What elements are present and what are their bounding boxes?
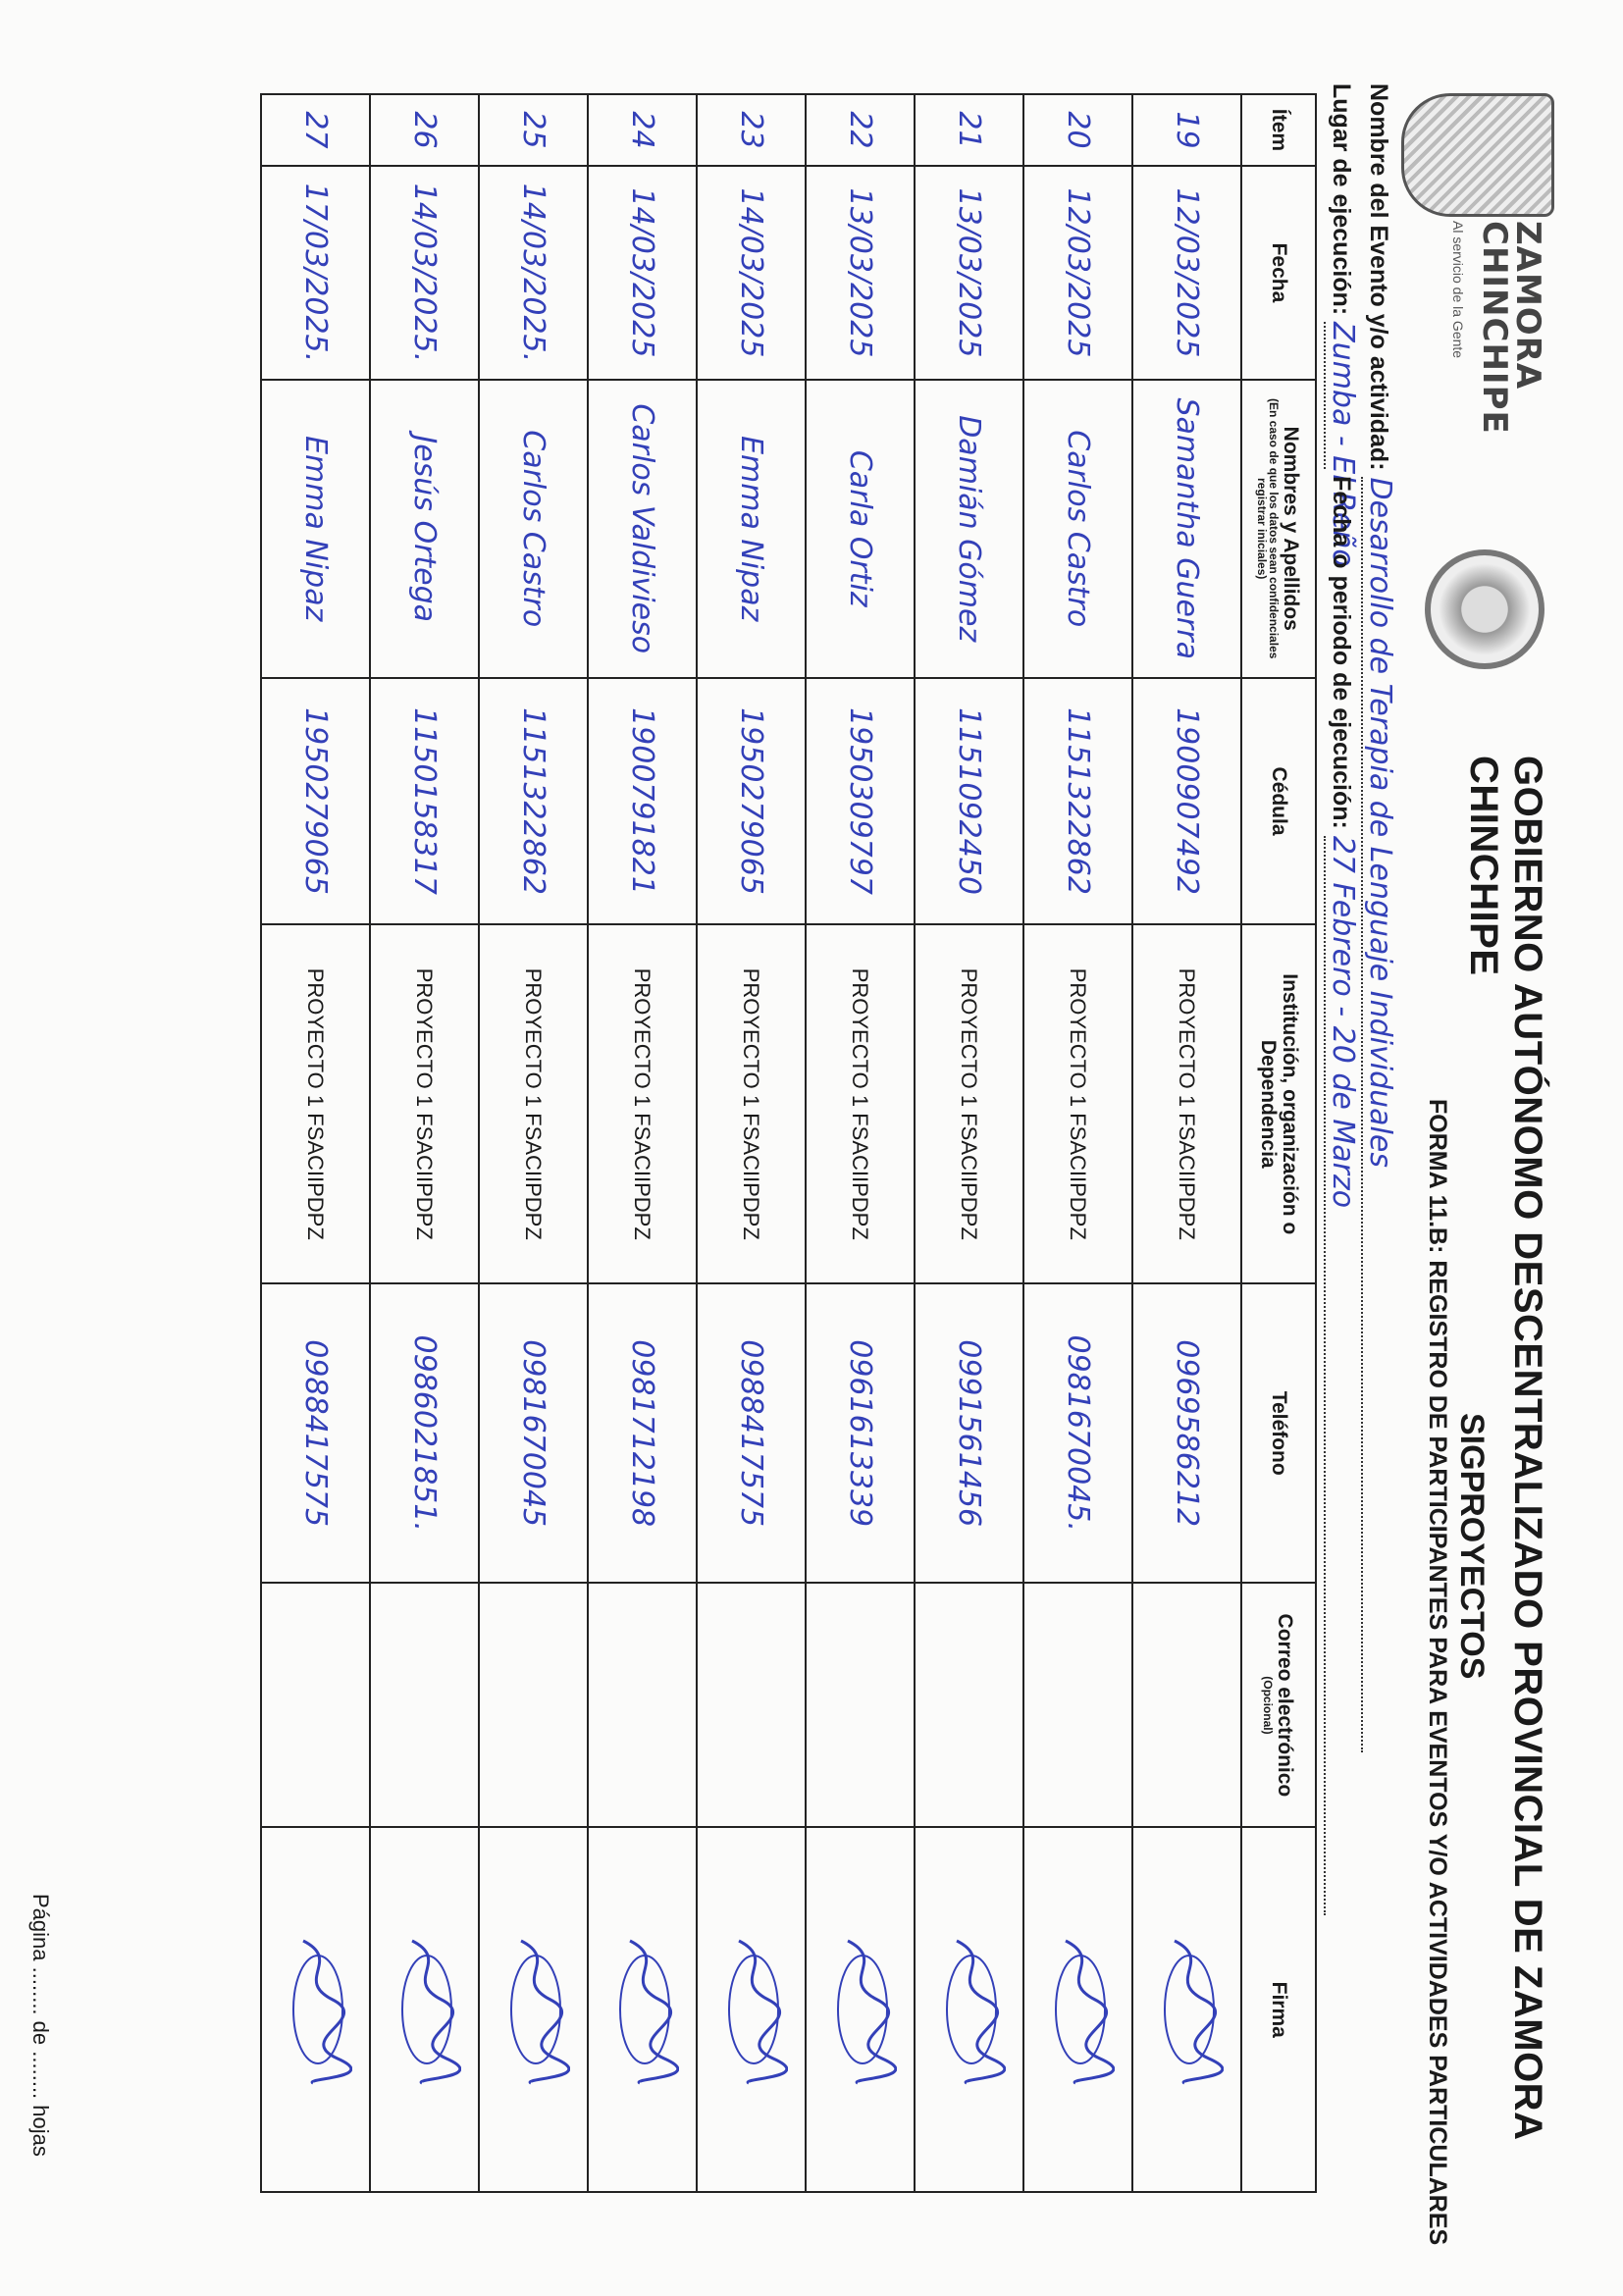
row-correo (1023, 1583, 1132, 1827)
event-line (1361, 83, 1397, 1752)
col-firma: Firma (1241, 1827, 1316, 2192)
footer-hojas: hojas (28, 2105, 53, 2157)
row-nombre: Samantha Guerra (1132, 380, 1241, 678)
row-nombre: Carlos Castro (1023, 380, 1132, 678)
row-telefono: 0969586212 (1132, 1283, 1241, 1583)
row-fecha: 13/03/2025 (915, 166, 1023, 380)
row-nombre: Jesús Ortega (370, 380, 479, 678)
col-telefono: Teléfono (1241, 1283, 1316, 1583)
row-fecha: 12/03/2025 (1132, 166, 1241, 380)
form-name: FORMA 11.B: REGISTRO DE PARTICIPANTES PARA EVENTOS Y/O ACTIVIDADES PARTICULARES (1424, 1099, 1451, 2246)
row-telefono: 0988417575 (697, 1283, 806, 1583)
row-institucion: PROYECTO 1 FSACIIPDPZ (1132, 924, 1241, 1283)
row-firma (1132, 1827, 1241, 2192)
row-nombre: Emma Nipaz (261, 380, 370, 678)
row-item: 27 (261, 94, 370, 166)
row-telefono: 0961613339 (806, 1283, 915, 1583)
participants-table (260, 93, 1317, 2193)
row-nombre: Emma Nipaz (697, 380, 806, 678)
signature-icon (393, 1931, 462, 2088)
coat-of-arms-icon (1401, 93, 1554, 217)
signature-icon (720, 1931, 789, 2088)
row-item: 23 (697, 94, 806, 166)
row-firma (261, 1827, 370, 2192)
row-cedula: 1950279065 (697, 678, 806, 925)
row-fecha: 13/03/2025 (806, 166, 915, 380)
row-item: 26 (370, 94, 479, 166)
row-firma (915, 1827, 1023, 2192)
row-firma (479, 1827, 588, 2192)
row-institucion: PROYECTO 1 FSACIIPDPZ (915, 924, 1023, 1283)
row-correo (261, 1583, 370, 1827)
table-row (697, 94, 806, 2192)
row-institucion: PROYECTO 1 FSACIIPDPZ (370, 924, 479, 1283)
row-institucion: PROYECTO 1 FSACIIPDPZ (1023, 924, 1132, 1283)
row-correo (479, 1583, 588, 1827)
row-correo (915, 1583, 1023, 1827)
col-cedula: Cédula (1241, 678, 1316, 925)
row-cedula: 1950309797 (806, 678, 915, 925)
row-telefono: 0991561456 (915, 1283, 1023, 1583)
row-firma (1023, 1827, 1132, 2192)
row-cedula: 1151092450 (915, 678, 1023, 925)
row-correo (588, 1583, 697, 1827)
footer-de: de (28, 2020, 53, 2046)
row-item: 20 (1023, 94, 1132, 166)
logo-text: ZAMORA CHINCHIPE (1475, 221, 1547, 435)
row-cedula: 1150158317 (370, 678, 479, 925)
date-label: Fecha o periodo de ejecución: (1328, 476, 1355, 829)
row-telefono: 0981712198 (588, 1283, 697, 1583)
row-fecha: 14/03/2025. (370, 166, 479, 380)
row-fecha: 14/03/2025 (697, 166, 806, 380)
document-title: GOBIERNO AUTÓNOMO DESCENTRALIZADO PROVINCIAL DE ZAMORA CHINCHIPE (1462, 756, 1549, 2139)
signature-icon (829, 1931, 898, 2088)
row-firma (370, 1827, 479, 2192)
event-value: Desarrollo de Terapia de Lenguaje Individuales (1361, 477, 1397, 1752)
row-firma (806, 1827, 915, 2192)
row-correo (697, 1583, 806, 1827)
row-fecha: 14/03/2025. (479, 166, 588, 380)
prefectura-logo (1387, 93, 1564, 435)
signature-icon (1156, 1931, 1225, 2088)
row-institucion: PROYECTO 1 FSACIIPDPZ (588, 924, 697, 1283)
row-item: 19 (1132, 94, 1241, 166)
row-cedula: 1151322862 (479, 678, 588, 925)
col-fecha: Fecha (1241, 166, 1316, 380)
row-nombre: Damián Gómez (915, 380, 1023, 678)
row-correo (806, 1583, 915, 1827)
row-fecha: 12/03/2025 (1023, 166, 1132, 380)
row-item: 22 (806, 94, 915, 166)
place-value: Zumba - El Reño (1326, 322, 1360, 567)
signature-icon (611, 1931, 680, 2088)
event-label: Nombre del Evento y/o actividad: (1365, 83, 1392, 471)
row-cedula: 1950279065 (261, 678, 370, 925)
row-nombre: Carlos Valdivieso (588, 380, 697, 678)
col-nombres (1241, 380, 1316, 678)
row-telefono: 0981670045 (479, 1283, 588, 1583)
document-subtitle: SIGPROYECTOS (1453, 1413, 1491, 1680)
table-row (806, 94, 915, 2192)
footer-pagina: Página (28, 1894, 53, 1961)
date-value: 27 Febrero - 20 de Marzo (1324, 836, 1360, 1915)
logo-subtext: Al servicio de la Gente (1450, 221, 1466, 359)
row-cedula: 1900791821 (588, 678, 697, 925)
row-firma (588, 1827, 697, 2192)
signature-icon (1047, 1931, 1116, 2088)
row-institucion: PROYECTO 1 FSACIIPDPZ (697, 924, 806, 1283)
row-nombre: Carla Ortiz (806, 380, 915, 678)
row-item: 21 (915, 94, 1023, 166)
row-telefono: 0988417575 (261, 1283, 370, 1583)
row-firma (697, 1827, 806, 2192)
row-institucion: PROYECTO 1 FSACIIPDPZ (479, 924, 588, 1283)
col-institucion: Institución, organización o Dependencia (1241, 924, 1316, 1283)
table-header-row (1241, 94, 1316, 2192)
row-cedula: 1151322862 (1023, 678, 1132, 925)
table-row (261, 94, 370, 2192)
row-item: 24 (588, 94, 697, 166)
table-row (1132, 94, 1241, 2192)
row-correo (370, 1583, 479, 1827)
table-row (370, 94, 479, 2192)
place-label: Lugar de ejecución: (1328, 83, 1355, 316)
row-fecha: 14/03/2025 (588, 166, 697, 380)
signature-icon (938, 1931, 1007, 2088)
col-correo-label: Correo electrónico (1274, 1613, 1296, 1798)
signature-icon (502, 1931, 571, 2088)
col-nombres-label: Nombres y Apellidos (1280, 426, 1302, 631)
table-row (588, 94, 697, 2192)
col-item: Ítem (1241, 94, 1316, 166)
table-row (479, 94, 588, 2192)
row-fecha: 17/03/2025. (261, 166, 370, 380)
row-institucion: PROYECTO 1 FSACIIPDPZ (261, 924, 370, 1283)
signature-icon (285, 1931, 353, 2088)
page-footer: Página ........ de ........ hojas (28, 1894, 53, 2157)
place-date-line (1324, 83, 1360, 1915)
row-institucion: PROYECTO 1 FSACIIPDPZ (806, 924, 915, 1283)
table-row (915, 94, 1023, 2192)
table-row (1023, 94, 1132, 2192)
col-nombres-note: (En caso de que los datos sean confidenciales registrar iniciales) (1255, 398, 1281, 659)
col-correo-note: (Opcional) (1261, 1676, 1275, 1735)
seal-emblem-icon (1425, 549, 1544, 669)
row-nombre: Carlos Castro (479, 380, 588, 678)
row-correo (1132, 1583, 1241, 1827)
row-cedula: 1900907492 (1132, 678, 1241, 925)
row-item: 25 (479, 94, 588, 166)
row-telefono: 0986021851. (370, 1283, 479, 1583)
col-correo (1241, 1583, 1316, 1827)
row-telefono: 0981670045. (1023, 1283, 1132, 1583)
